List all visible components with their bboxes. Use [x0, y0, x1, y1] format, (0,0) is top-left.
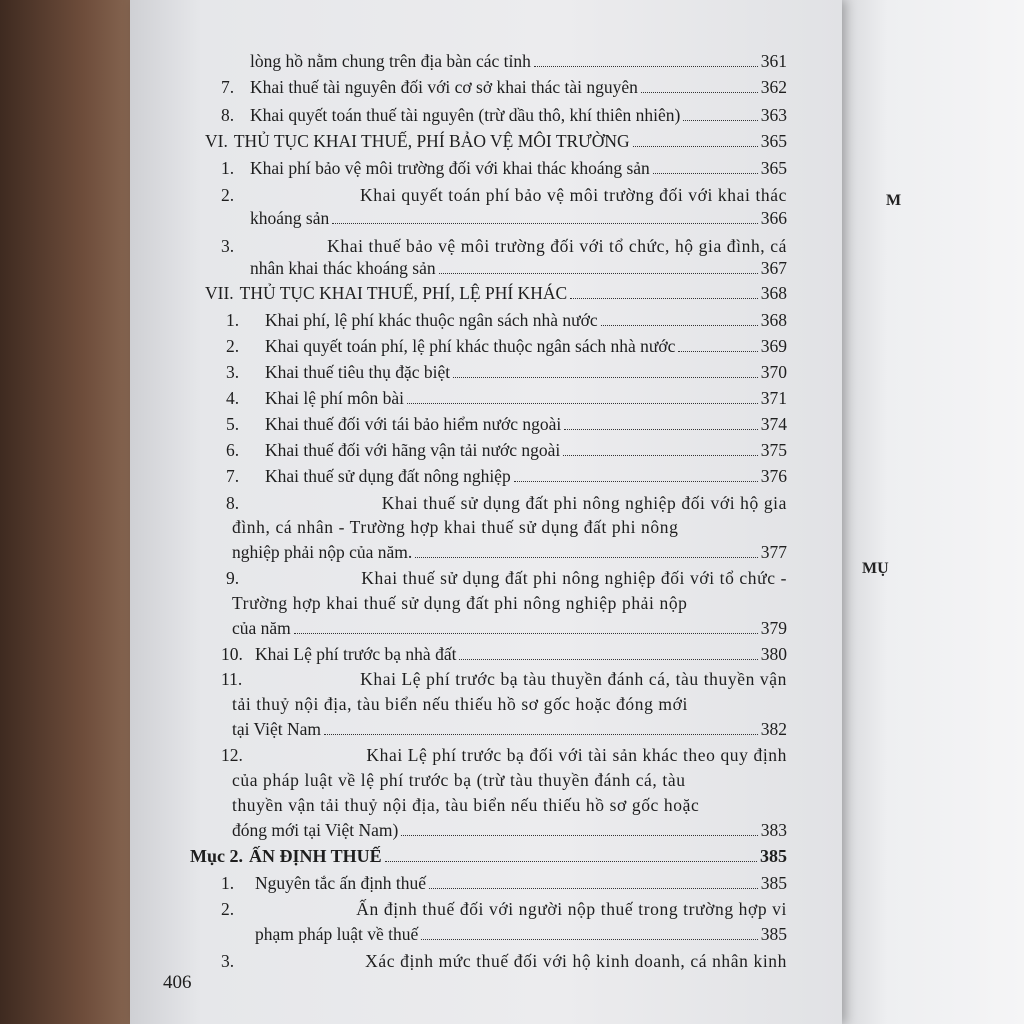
toc-entry-page: 382: [760, 719, 787, 739]
toc-entry: [221, 898, 787, 920]
toc-entry: [232, 794, 787, 816]
toc-entry-title: Trường hợp khai thuế sử dụng đất phi nông nghiệp phải nộp: [232, 593, 688, 613]
toc-entry-title: Khai thuế đối với hãng vận tải nước ngoài: [265, 440, 561, 460]
toc-entry: [226, 567, 787, 589]
toc-entry-title: đóng mới tại Việt Nam): [232, 820, 399, 840]
toc-entry: [221, 235, 787, 257]
toc-entry-title: ẤN ĐỊNH THUẾ: [249, 846, 382, 866]
toc-entry: [190, 845, 787, 867]
toc-entry-title: Khai thuế tài nguyên đối với cơ sở khai thác tài nguyên: [250, 77, 638, 97]
toc-leader-dots: [570, 298, 758, 299]
toc-entry-number: 10.: [221, 644, 243, 664]
toc-entry-number: 9.: [226, 568, 240, 588]
toc-entry-page: 365: [760, 158, 787, 178]
toc-leader-dots: [294, 633, 758, 634]
toc-entry: [250, 50, 787, 72]
toc-leader-dots: [683, 120, 757, 121]
toc-entry-number: VI.: [205, 131, 228, 151]
toc-entry-title: Khai quyết toán phí bảo vệ môi trường đối với khai thác: [360, 185, 787, 205]
toc-entry-page: 368: [760, 310, 787, 330]
toc-entry-title: Khai Lệ phí trước bạ nhà đất: [255, 644, 457, 664]
toc-entry: [226, 361, 787, 383]
toc-entry-page: 385: [760, 924, 787, 944]
toc-entry-page: 367: [760, 258, 787, 278]
toc-entry: [221, 157, 787, 179]
toc-leader-dots: [421, 939, 757, 940]
toc-leader-dots: [453, 377, 758, 378]
toc-entry-title: Khai phí, lệ phí khác thuộc ngân sách nhà nước: [265, 310, 598, 330]
toc-entry: [221, 643, 787, 665]
toc-leader-dots: [633, 146, 758, 147]
toc-entry-number: 2.: [221, 185, 235, 205]
toc-entry-title: Khai lệ phí môn bài: [265, 388, 405, 408]
toc-leader-dots: [641, 92, 758, 93]
toc-entry-number: 6.: [226, 440, 240, 460]
toc-entry-title: khoáng sản: [250, 208, 330, 228]
toc-entry: [232, 769, 787, 791]
toc-entry-title: Khai Lệ phí trước bạ đối với tài sản khác theo quy định: [366, 745, 787, 765]
toc-entry-number: 1.: [226, 310, 240, 330]
toc-entry-page: 379: [760, 618, 787, 638]
toc-leader-dots: [601, 325, 758, 326]
toc-entry: [226, 309, 787, 331]
toc-entry-page: 369: [760, 336, 787, 356]
toc-entry-title: Khai thuế sử dụng đất phi nông nghiệp đối với hộ gia: [381, 493, 787, 513]
toc-entry-page: 362: [760, 77, 787, 97]
page-number: 406: [163, 972, 192, 993]
toc-entry-title: Nguyên tắc ấn định thuế: [255, 873, 427, 893]
toc-leader-dots: [678, 351, 757, 352]
toc-entry: [226, 439, 787, 461]
toc-entry: [226, 492, 787, 514]
toc-leader-dots: [324, 734, 758, 735]
toc-entry-page: 380: [760, 644, 787, 664]
toc-entry-number: 5.: [226, 414, 240, 434]
toc-leader-dots: [407, 403, 758, 404]
toc-entry-title: Khai thuế sử dụng đất nông nghiệp: [265, 466, 511, 486]
toc-leader-dots: [534, 66, 758, 67]
toc-entry-page: 377: [760, 542, 787, 562]
toc-entry-page: 376: [760, 466, 787, 486]
toc-entry-title: nhân khai thác khoáng sản: [250, 258, 436, 278]
toc-entry-title: THỦ TỤC KHAI THUẾ, PHÍ, LỆ PHÍ KHÁC: [239, 283, 568, 303]
toc-entry-number: 3.: [221, 236, 235, 256]
toc-leader-dots: [563, 455, 757, 456]
toc-entry: [221, 872, 787, 894]
toc-entry-title: Ấn định thuế đối với người nộp thuế trong trường hợp vi: [356, 899, 787, 919]
toc-entry-title: tại Việt Nam: [232, 719, 322, 739]
toc-entry-title: Khai thuế bảo vệ môi trường đối với tổ chức, hộ gia đình, cá: [327, 236, 787, 256]
toc-entry: [226, 465, 787, 487]
toc-entry-title: Khai quyết toán phí, lệ phí khác thuộc ngân sách nhà nước: [265, 336, 676, 356]
right-page-fragment-top: M: [886, 192, 902, 209]
toc-leader-dots: [429, 888, 758, 889]
toc-entry-number: 2.: [221, 899, 235, 919]
toc-entry: [226, 387, 787, 409]
toc-entry-page: 383: [760, 820, 787, 840]
toc-entry: [232, 718, 787, 740]
toc-entry: [221, 104, 787, 126]
toc-entry-title: Khai phí bảo vệ môi trường đối với khai thác khoáng sản: [250, 158, 650, 178]
toc-entry: [232, 592, 787, 614]
toc-entry-page: 366: [760, 208, 787, 228]
toc-entry-page: 363: [760, 105, 787, 125]
toc-entry-page: 375: [760, 440, 787, 460]
toc-entry-title: THỦ TỤC KHAI THUẾ, PHÍ BẢO VỆ MÔI TRƯỜNG: [233, 131, 630, 151]
toc-entry-number: 1.: [221, 873, 235, 893]
toc-leader-dots: [653, 173, 758, 174]
toc-entry: [226, 413, 787, 435]
toc-entry: [221, 184, 787, 206]
toc-entry: [232, 819, 787, 841]
toc-leader-dots: [332, 223, 758, 224]
toc-entry-number: 2.: [226, 336, 240, 356]
toc-entry-number: 7.: [226, 466, 240, 486]
toc-entry-title: nghiệp phải nộp của năm.: [232, 542, 413, 562]
toc-entry-title: Xác định mức thuế đối với hộ kinh doanh, cá nhân kinh: [365, 951, 787, 971]
toc-leader-dots: [439, 273, 758, 274]
toc-entry-page: 370: [760, 362, 787, 382]
toc-entry-title: phạm pháp luật về thuế: [255, 924, 419, 944]
toc-leader-dots: [401, 835, 757, 836]
toc-entry-title: tải thuỷ nội địa, tàu biển nếu thiếu hồ sơ gốc hoặc đóng mới: [232, 694, 688, 714]
toc-entry: [232, 617, 787, 639]
toc-entry-title: Khai thuế tiêu thụ đặc biệt: [265, 362, 451, 382]
toc-entry-number: 1.: [221, 158, 235, 178]
toc-entry-page: 368: [760, 283, 787, 303]
toc-entry-title: Khai quyết toán thuế tài nguyên (trừ dầu thô, khí thiên nhiên): [250, 105, 681, 125]
toc-entry-number: 7.: [221, 77, 235, 97]
toc-entry-number: 8.: [226, 493, 240, 513]
toc-leader-dots: [415, 557, 757, 558]
right-page-fragment-mid: MỤ: [862, 560, 889, 577]
toc-entry-title: lòng hồ nằm chung trên địa bàn các tỉnh: [250, 51, 531, 71]
toc-entry: [221, 76, 787, 98]
toc-entry: [250, 257, 787, 279]
toc-entry: [221, 668, 787, 690]
toc-entry-number: 4.: [226, 388, 240, 408]
toc-entry: [255, 923, 787, 945]
toc-entry-page: 365: [760, 131, 787, 151]
toc-entry-number: 3.: [221, 951, 235, 971]
toc-entry-number: 12.: [221, 745, 243, 765]
toc-entry: [232, 693, 787, 715]
toc-entry-title: đình, cá nhân - Trường hợp khai thuế sử dụng đất phi nông: [232, 517, 679, 537]
toc-entry-page: 371: [760, 388, 787, 408]
toc-leader-dots: [564, 429, 757, 430]
toc-entry-number: Mục 2.: [190, 846, 243, 866]
toc-entry: [232, 516, 787, 538]
toc-leader-dots: [385, 861, 757, 862]
toc-entry-page: 385: [760, 873, 787, 893]
toc-entry-page: 361: [760, 51, 787, 71]
toc-entry-page: 374: [760, 414, 787, 434]
toc-leader-dots: [514, 481, 758, 482]
toc-entry: [205, 130, 787, 152]
toc-entry-number: VII.: [205, 283, 234, 303]
toc-entry: [226, 335, 787, 357]
toc-entry-title: thuyền vận tải thuỷ nội địa, tàu biển nếu thiếu hồ sơ gốc hoặc: [232, 795, 700, 815]
toc-entry-title: Khai Lệ phí trước bạ tàu thuyền đánh cá, tàu thuyền vận: [360, 669, 787, 689]
toc-entry: [232, 541, 787, 563]
toc-entry: [205, 282, 787, 304]
toc-entry-title: của năm: [232, 618, 291, 638]
toc-entry-title: Khai thuế đối với tái bảo hiểm nước ngoài: [265, 414, 562, 434]
toc-entry-number: 8.: [221, 105, 235, 125]
toc-entry: [221, 744, 787, 766]
toc-entry-title: của pháp luật về lệ phí trước bạ (trừ tàu thuyền đánh cá, tàu: [232, 770, 686, 790]
toc-entry-page: 385: [760, 846, 787, 866]
toc-entry-number: 11.: [221, 669, 243, 689]
toc-leader-dots: [459, 659, 757, 660]
toc-entry: [250, 207, 787, 229]
toc-entry-number: 3.: [226, 362, 240, 382]
toc-entry-title: Khai thuế sử dụng đất phi nông nghiệp đối với tổ chức -: [361, 568, 787, 588]
toc-entry: [221, 950, 787, 972]
